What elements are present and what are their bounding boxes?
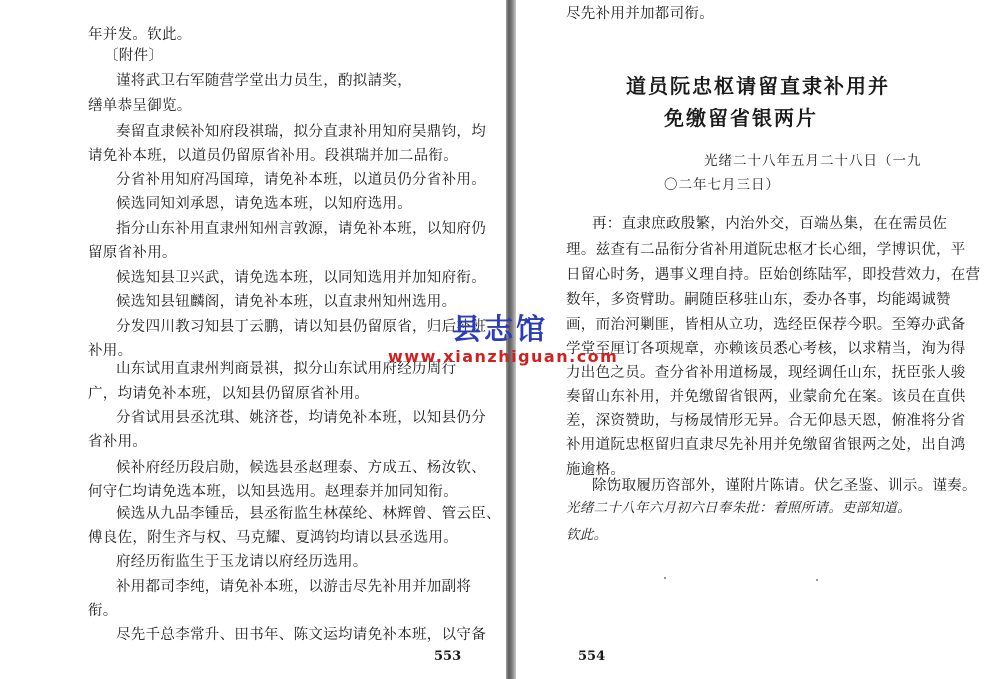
document-title-line-1: 道员阮忠枢请留直隶补用并 xyxy=(626,74,890,98)
text-line: 学堂至厘订各项规章，亦赖该员悉心考核，以求精当，洵为得 xyxy=(566,341,966,357)
scan-speck xyxy=(664,577,666,579)
text-line: 补用道阮忠枢留归直隶尽先补用并免缴留省银两之处，出自鸿 xyxy=(566,437,966,453)
text-line: 缮单恭呈御览。 xyxy=(88,98,192,114)
document-date-line-2: 〇二年七月三日） xyxy=(664,177,780,193)
text-line: 候选从九品李锺岳，县丞衔监生林葆纶、林辉曾、管云臣、 xyxy=(116,506,501,522)
text-line: 候补府经历段启勋，候选县丞赵理泰、方成五、杨汝钦、 xyxy=(116,460,486,476)
watermark-site-name: 县志馆 xyxy=(452,312,549,346)
text-line: 数年，多资臂助。嗣随臣移驻山东，委办各事，均能竭诚赞 xyxy=(566,292,951,308)
scan-speck xyxy=(816,579,818,581)
text-line: 广，均请免补本班，以知县仍留原省补用。 xyxy=(88,386,370,402)
text-line: 除饬取履历咨部外，谨附片陈请。伏乞圣鉴、训示。谨奏。 xyxy=(592,478,977,494)
text-line: 再：直隶庶政殷繁，内治外交，百端丛集，在在需员佐 xyxy=(592,216,948,232)
text-line: 奏留山东补用，并免缴留省银两，业蒙俞允在案。该员在直供 xyxy=(566,389,966,405)
text-line: 留原省补用。 xyxy=(88,245,177,261)
text-line: 请免补本班，以道员仍留原省补用。段祺瑞并加二品衔。 xyxy=(88,148,458,164)
text-line: 年并发。钦此。 xyxy=(88,27,192,43)
text-line: 施逾格。 xyxy=(566,462,626,478)
watermark-url: www.xianzhiguan.com xyxy=(388,347,619,366)
text-line: 候选知县卫兴武，请免选本班，以同知选用并加知府衔。 xyxy=(116,270,486,286)
text-line: 尽先千总李常升、田书年、陈文运均请免补本班，以守备 xyxy=(116,627,486,643)
text-line: 画，而治河剿匪，皆相从立功，选经臣保荐今职。至筹办武备 xyxy=(566,317,966,333)
text-line: 候选同知刘承恩，请免选本班，以知府选用。 xyxy=(116,196,412,212)
page-number-right: 554 xyxy=(578,649,606,664)
text-line: 差，深资赞助，与杨晟情形无异。合无仰恳天恩，俯准将分省 xyxy=(566,413,966,429)
text-line: 候选知县钮麟阁，请免补本班，以直隶州知州选用。 xyxy=(116,294,457,310)
text-line: 谨将武卫右军随营学堂出力员生，酌拟請奖， xyxy=(116,73,412,89)
text-line: 分省试用县丞沈琪、姚济苍，均请免补本班，以知县仍分 xyxy=(116,410,486,426)
text-line: 傅良佐，附生齐与权、马克耀、夏鸿钧均请以县丞选用。 xyxy=(88,530,458,546)
text-line: 山东试用直隶州判商景祺，拟分山东试用府经历周行 xyxy=(116,361,457,377)
text-line: 分发四川教习知县丁云鹏，请以知县仍留原省，归后补班 xyxy=(116,319,486,335)
continued-line: 尽先补用并加都司衔。 xyxy=(566,6,714,22)
imperial-rescript: 光绪二十八年六月初六日奉朱批：着照所请。吏部知道。 xyxy=(566,500,911,516)
text-line: 分省补用知府冯国璋，请免补本班，以道员仍分省补用。 xyxy=(116,172,486,188)
text-line: 府经历衔监生于玉龙请以府经历选用。 xyxy=(116,554,368,570)
document-title-line-2: 免缴留省银两片 xyxy=(664,106,818,130)
text-line: 补用都司李纯，请免补本班，以游击尽先补用并加副将 xyxy=(116,579,472,595)
text-line: 何守仁均请免选本班，以知县选用。赵理泰并加同知衔。 xyxy=(88,484,458,500)
document-date-line-1: 光绪二十八年五月二十八日（一九 xyxy=(704,153,922,169)
imperial-rescript-end: 钦此。 xyxy=(566,527,608,543)
right-page xyxy=(516,0,988,679)
text-line: 〔附件〕 xyxy=(104,48,164,64)
text-line: 力出色之员。查分省补用道杨晟，现经调任山东，抚臣张人骏 xyxy=(566,365,966,381)
text-line: 日留心时务，遇事义理自持。臣始创练陆军，即投营效力，在营 xyxy=(566,267,981,283)
text-line: 省补用。 xyxy=(88,434,148,450)
text-line: 补用。 xyxy=(88,343,133,359)
text-line: 奏留直隶候补知府段祺瑞，拟分直隶补用知府吴鼎钧，均 xyxy=(116,124,486,140)
text-line: 衔。 xyxy=(88,603,118,619)
text-line: 理。兹查有二品衔分省补用道阮忠枢才长心细，学博识优，平 xyxy=(566,242,966,258)
text-line: 指分山东补用直隶州知州言敦源，请免补本班，以知府仍 xyxy=(116,221,486,237)
page-number-left: 553 xyxy=(434,649,462,664)
